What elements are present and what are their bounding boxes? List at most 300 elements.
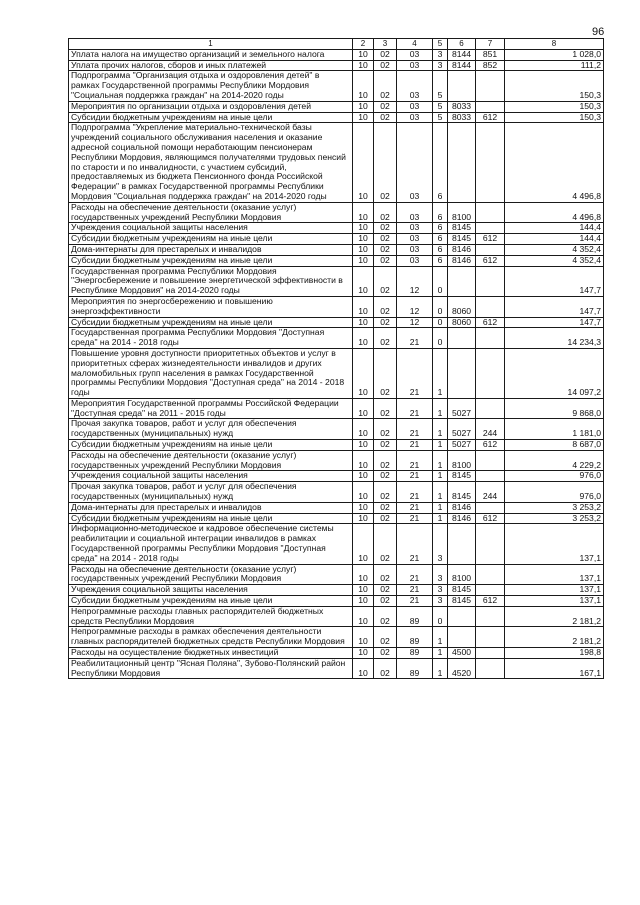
table-row: [69, 60, 604, 71]
amount-cell: 137,1: [505, 596, 604, 607]
code-cell: 03: [397, 101, 433, 112]
code-cell: 8146: [448, 255, 476, 266]
code-cell: 0: [433, 317, 448, 328]
code-cell: 3: [433, 596, 448, 607]
code-cell: [448, 328, 476, 349]
code-cell: 6: [433, 255, 448, 266]
code-cell: 03: [397, 234, 433, 245]
code-cell: 1: [433, 658, 448, 679]
table-row: [69, 502, 604, 513]
code-cell: [476, 450, 505, 471]
code-cell: [476, 123, 505, 202]
table-row: [69, 123, 604, 202]
code-cell: [476, 296, 505, 317]
code-cell: 3: [433, 585, 448, 596]
code-cell: [476, 348, 505, 398]
code-cell: 10: [353, 123, 374, 202]
header-row: [69, 39, 604, 50]
header-cell: 7: [476, 39, 505, 50]
code-cell: 612: [476, 440, 505, 451]
code-cell: 5027: [448, 419, 476, 440]
amount-cell: 167,1: [505, 658, 604, 679]
code-cell: 02: [374, 524, 397, 564]
table-row: [69, 440, 604, 451]
code-cell: 02: [374, 317, 397, 328]
table-row: [69, 627, 604, 648]
amount-cell: 147,7: [505, 296, 604, 317]
amount-cell: 150,3: [505, 112, 604, 123]
code-cell: 8100: [448, 564, 476, 585]
amount-cell: 9 868,0: [505, 398, 604, 419]
amount-cell: 3 253,2: [505, 502, 604, 513]
amount-cell: 150,3: [505, 101, 604, 112]
header-cell: 5: [433, 39, 448, 50]
row-name-cell: Мероприятия Государственной программы Российской Федерации "Доступная среда" на 2011 - 2015 годы: [69, 398, 353, 419]
row-name-cell: Субсидии бюджетным учреждениям на иные цели: [69, 234, 353, 245]
code-cell: [448, 123, 476, 202]
code-cell: 1: [433, 502, 448, 513]
row-name-cell: Уплата налога на имущество организаций и земельного налога: [69, 49, 353, 60]
code-cell: 02: [374, 244, 397, 255]
code-cell: 10: [353, 513, 374, 524]
header-cell: 3: [374, 39, 397, 50]
code-cell: [476, 398, 505, 419]
code-cell: 8145: [448, 234, 476, 245]
code-cell: 612: [476, 112, 505, 123]
code-cell: 10: [353, 244, 374, 255]
code-cell: 6: [433, 123, 448, 202]
code-cell: 02: [374, 223, 397, 234]
code-cell: 02: [374, 513, 397, 524]
code-cell: 10: [353, 348, 374, 398]
code-cell: 0: [433, 606, 448, 627]
code-cell: 10: [353, 296, 374, 317]
code-cell: 02: [374, 49, 397, 60]
code-cell: 612: [476, 234, 505, 245]
code-cell: 5027: [448, 440, 476, 451]
code-cell: 1: [433, 482, 448, 503]
code-cell: 10: [353, 419, 374, 440]
code-cell: 10: [353, 101, 374, 112]
row-name-cell: Расходы на обеспечение деятельности (оказание услуг) государственных учреждений Республики Мордовия: [69, 564, 353, 585]
amount-cell: 1 028,0: [505, 49, 604, 60]
code-cell: 4500: [448, 648, 476, 659]
row-name-cell: Субсидии бюджетным учреждениям на иные цели: [69, 440, 353, 451]
code-cell: 612: [476, 317, 505, 328]
code-cell: [476, 101, 505, 112]
code-cell: 21: [397, 524, 433, 564]
table-row: [69, 596, 604, 607]
code-cell: 8145: [448, 471, 476, 482]
table-row: [69, 71, 604, 101]
table-row: [69, 658, 604, 679]
table-row: [69, 328, 604, 349]
code-cell: [476, 223, 505, 234]
code-cell: 1: [433, 627, 448, 648]
table-row: [69, 450, 604, 471]
row-name-cell: Государственная программа Республики Мордовия "Доступная среда" на 2014 - 2018 годы: [69, 328, 353, 349]
code-cell: 0: [433, 296, 448, 317]
code-cell: 21: [397, 440, 433, 451]
amount-cell: 137,1: [505, 524, 604, 564]
code-cell: 8033: [448, 112, 476, 123]
code-cell: [448, 348, 476, 398]
code-cell: [476, 627, 505, 648]
code-cell: 6: [433, 244, 448, 255]
table-row: [69, 296, 604, 317]
code-cell: 21: [397, 471, 433, 482]
code-cell: [448, 266, 476, 296]
code-cell: 10: [353, 255, 374, 266]
code-cell: 10: [353, 71, 374, 101]
table-row: [69, 49, 604, 60]
row-name-cell: Учреждения социальной защиты населения: [69, 471, 353, 482]
code-cell: 02: [374, 328, 397, 349]
row-name-cell: Информационно-методическое и кадровое обеспечение системы реабилитации и социальной интеграции инвалидов в рамках Государственной программы Республики Мордовия "Доступная среда" на 2014 - 2018 годы: [69, 524, 353, 564]
header-cell: 6: [448, 39, 476, 50]
code-cell: 10: [353, 49, 374, 60]
amount-cell: 137,1: [505, 585, 604, 596]
amount-cell: 147,7: [505, 317, 604, 328]
code-cell: 02: [374, 471, 397, 482]
code-cell: 10: [353, 202, 374, 223]
row-name-cell: Учреждения социальной защиты населения: [69, 223, 353, 234]
code-cell: 21: [397, 419, 433, 440]
row-name-cell: Подпрограмма "Укрепление материально-технической базы учреждений социального обслуживания населения и оказание адресной социальной помощи неработающим пенсионерам Республики Мордовия, являющимся получателями трудовых пенсий по старости и по инвалидности, с участием субсидий, предоставляемых из бюджета Пенсионного фонда Российской Федерации" в рамках Государственной программы Республики Мордовия "Социальная поддержка граждан" на 2014-2020 годы: [69, 123, 353, 202]
code-cell: 10: [353, 317, 374, 328]
amount-cell: 2 181,2: [505, 627, 604, 648]
row-name-cell: Реабилитационный центр "Ясная Поляна", Зубово-Полянский район Республики Мордовия: [69, 658, 353, 679]
row-name-cell: Субсидии бюджетным учреждениям на иные цели: [69, 513, 353, 524]
code-cell: 02: [374, 123, 397, 202]
code-cell: 02: [374, 482, 397, 503]
table-row: [69, 223, 604, 234]
row-name-cell: Непрограммные расходы главных распорядителей бюджетных средств Республики Мордовия: [69, 606, 353, 627]
code-cell: 02: [374, 419, 397, 440]
code-cell: 8144: [448, 60, 476, 71]
budget-table: [68, 38, 604, 679]
code-cell: 02: [374, 658, 397, 679]
amount-cell: 4 352,4: [505, 244, 604, 255]
code-cell: 8146: [448, 513, 476, 524]
code-cell: [476, 202, 505, 223]
header-cell: 4: [397, 39, 433, 50]
amount-cell: 144,4: [505, 223, 604, 234]
table-row: [69, 606, 604, 627]
row-name-cell: Мероприятия по организации отдыха и оздоровления детей: [69, 101, 353, 112]
code-cell: 02: [374, 648, 397, 659]
code-cell: 02: [374, 234, 397, 245]
code-cell: 89: [397, 658, 433, 679]
code-cell: 03: [397, 202, 433, 223]
amount-cell: 4 496,8: [505, 123, 604, 202]
code-cell: 21: [397, 450, 433, 471]
code-cell: [448, 606, 476, 627]
amount-cell: 147,7: [505, 266, 604, 296]
code-cell: 12: [397, 317, 433, 328]
code-cell: 4520: [448, 658, 476, 679]
code-cell: 5: [433, 71, 448, 101]
code-cell: 02: [374, 585, 397, 596]
code-cell: 03: [397, 255, 433, 266]
code-cell: 244: [476, 482, 505, 503]
code-cell: 02: [374, 564, 397, 585]
table-row: [69, 471, 604, 482]
table-row: [69, 348, 604, 398]
row-name-cell: Субсидии бюджетным учреждениям на иные цели: [69, 317, 353, 328]
code-cell: 03: [397, 123, 433, 202]
row-name-cell: Прочая закупка товаров, работ и услуг для обеспечения государственных (муниципальных) нужд: [69, 419, 353, 440]
code-cell: 21: [397, 502, 433, 513]
table-row: [69, 585, 604, 596]
code-cell: 10: [353, 482, 374, 503]
row-name-cell: Субсидии бюджетным учреждениям на иные цели: [69, 255, 353, 266]
table-row: [69, 317, 604, 328]
code-cell: 21: [397, 398, 433, 419]
row-name-cell: Повышение уровня доступности приоритетных объектов и услуг в приоритетных сферах жизнедеятельности инвалидов и других маломобильных групп населения в рамках Государственной программы Республики Мордовия "Доступная среда" на 2014 - 2018 годы: [69, 348, 353, 398]
code-cell: 21: [397, 564, 433, 585]
table-row: [69, 419, 604, 440]
code-cell: 21: [397, 585, 433, 596]
code-cell: 3: [433, 60, 448, 71]
code-cell: 8100: [448, 202, 476, 223]
code-cell: [476, 564, 505, 585]
code-cell: 10: [353, 328, 374, 349]
amount-cell: 150,3: [505, 71, 604, 101]
code-cell: [476, 585, 505, 596]
code-cell: 8146: [448, 502, 476, 513]
code-cell: 02: [374, 266, 397, 296]
code-cell: 10: [353, 564, 374, 585]
code-cell: 10: [353, 658, 374, 679]
code-cell: 02: [374, 398, 397, 419]
code-cell: 12: [397, 296, 433, 317]
row-name-cell: Непрограммные расходы в рамках обеспечения деятельности главных распорядителей бюджетных средств Республики Мордовия: [69, 627, 353, 648]
code-cell: 1: [433, 440, 448, 451]
code-cell: 03: [397, 71, 433, 101]
code-cell: 8145: [448, 585, 476, 596]
row-name-cell: Расходы на осуществление бюджетных инвестиций: [69, 648, 353, 659]
code-cell: 612: [476, 596, 505, 607]
code-cell: 10: [353, 398, 374, 419]
code-cell: 10: [353, 234, 374, 245]
table-row: [69, 202, 604, 223]
row-name-cell: Прочая закупка товаров, работ и услуг для обеспечения государственных (муниципальных) нужд: [69, 482, 353, 503]
code-cell: 5: [433, 112, 448, 123]
code-cell: 0: [433, 328, 448, 349]
code-cell: 02: [374, 348, 397, 398]
code-cell: 02: [374, 596, 397, 607]
row-name-cell: Субсидии бюджетным учреждениям на иные цели: [69, 596, 353, 607]
code-cell: 1: [433, 513, 448, 524]
table-row: [69, 398, 604, 419]
amount-cell: 1 181,0: [505, 419, 604, 440]
code-cell: 03: [397, 60, 433, 71]
code-cell: 1: [433, 348, 448, 398]
table-row: [69, 564, 604, 585]
code-cell: 21: [397, 328, 433, 349]
code-cell: 02: [374, 101, 397, 112]
amount-cell: 14 234,3: [505, 328, 604, 349]
table-row: [69, 513, 604, 524]
amount-cell: 976,0: [505, 471, 604, 482]
code-cell: 10: [353, 60, 374, 71]
code-cell: 10: [353, 450, 374, 471]
code-cell: 10: [353, 223, 374, 234]
code-cell: 852: [476, 60, 505, 71]
header-cell: 2: [353, 39, 374, 50]
code-cell: 21: [397, 482, 433, 503]
code-cell: 3: [433, 564, 448, 585]
table-row: [69, 648, 604, 659]
amount-cell: 2 181,2: [505, 606, 604, 627]
code-cell: 02: [374, 202, 397, 223]
code-cell: [476, 328, 505, 349]
code-cell: 612: [476, 513, 505, 524]
table-row: [69, 266, 604, 296]
code-cell: [476, 606, 505, 627]
code-cell: [476, 71, 505, 101]
code-cell: 21: [397, 596, 433, 607]
row-name-cell: Дома-интернаты для престарелых и инвалидов: [69, 244, 353, 255]
code-cell: [476, 471, 505, 482]
code-cell: 03: [397, 223, 433, 234]
header-cell: 1: [69, 39, 353, 50]
code-cell: 8145: [448, 482, 476, 503]
table-row: [69, 482, 604, 503]
code-cell: 10: [353, 524, 374, 564]
code-cell: 8145: [448, 223, 476, 234]
row-name-cell: Дома-интернаты для престарелых и инвалидов: [69, 502, 353, 513]
code-cell: 1: [433, 398, 448, 419]
amount-cell: 8 687,0: [505, 440, 604, 451]
code-cell: 3: [433, 524, 448, 564]
row-name-cell: Уплата прочих налогов, сборов и иных платежей: [69, 60, 353, 71]
table-row: [69, 524, 604, 564]
code-cell: 10: [353, 112, 374, 123]
code-cell: 10: [353, 585, 374, 596]
code-cell: 02: [374, 440, 397, 451]
code-cell: 10: [353, 648, 374, 659]
code-cell: 8033: [448, 101, 476, 112]
code-cell: [476, 266, 505, 296]
code-cell: 5027: [448, 398, 476, 419]
code-cell: [476, 648, 505, 659]
code-cell: 03: [397, 112, 433, 123]
code-cell: 8060: [448, 296, 476, 317]
code-cell: [448, 627, 476, 648]
code-cell: 1: [433, 450, 448, 471]
code-cell: [476, 524, 505, 564]
table-row: [69, 244, 604, 255]
code-cell: [448, 71, 476, 101]
table-row: [69, 101, 604, 112]
row-name-cell: Учреждения социальной защиты населения: [69, 585, 353, 596]
code-cell: 02: [374, 502, 397, 513]
code-cell: 10: [353, 502, 374, 513]
code-cell: 02: [374, 296, 397, 317]
code-cell: [476, 502, 505, 513]
table-row: [69, 255, 604, 266]
row-name-cell: Субсидии бюджетным учреждениям на иные цели: [69, 112, 353, 123]
code-cell: 8100: [448, 450, 476, 471]
code-cell: 851: [476, 49, 505, 60]
row-name-cell: Государственная программа Республики Мордовия "Энергосбережение и повышение энергетической эффективности в Республике Мордовия" на 2014-2020 годы: [69, 266, 353, 296]
code-cell: 1: [433, 471, 448, 482]
code-cell: 89: [397, 606, 433, 627]
code-cell: [448, 524, 476, 564]
amount-cell: 4 496,8: [505, 202, 604, 223]
amount-cell: 137,1: [505, 564, 604, 585]
code-cell: 89: [397, 648, 433, 659]
header-cell: 8: [505, 39, 604, 50]
code-cell: 244: [476, 419, 505, 440]
row-name-cell: Подпрограмма "Организация отдыха и оздоровления детей" в рамках Государственной программы Республики Мордовия "Социальная поддержка граждан" на 2014-2020 годы: [69, 71, 353, 101]
amount-cell: 4 229,2: [505, 450, 604, 471]
code-cell: 02: [374, 255, 397, 266]
amount-cell: 198,8: [505, 648, 604, 659]
code-cell: [476, 658, 505, 679]
code-cell: 10: [353, 266, 374, 296]
code-cell: 10: [353, 627, 374, 648]
code-cell: 1: [433, 419, 448, 440]
code-cell: 8144: [448, 49, 476, 60]
code-cell: 8145: [448, 596, 476, 607]
amount-cell: 111,2: [505, 60, 604, 71]
amount-cell: 14 097,2: [505, 348, 604, 398]
code-cell: 6: [433, 202, 448, 223]
code-cell: 3: [433, 49, 448, 60]
page-number: 96: [592, 26, 605, 38]
code-cell: 02: [374, 606, 397, 627]
code-cell: 02: [374, 71, 397, 101]
code-cell: 12: [397, 266, 433, 296]
code-cell: 612: [476, 255, 505, 266]
code-cell: 8060: [448, 317, 476, 328]
amount-cell: 4 352,4: [505, 255, 604, 266]
code-cell: 1: [433, 648, 448, 659]
code-cell: 8146: [448, 244, 476, 255]
code-cell: 03: [397, 49, 433, 60]
code-cell: 5: [433, 101, 448, 112]
code-cell: 02: [374, 112, 397, 123]
code-cell: 89: [397, 627, 433, 648]
table-body: [69, 49, 604, 679]
code-cell: 10: [353, 440, 374, 451]
row-name-cell: Расходы на обеспечение деятельности (оказание услуг) государственных учреждений Республики Мордовия: [69, 202, 353, 223]
code-cell: 10: [353, 471, 374, 482]
row-name-cell: Мероприятия по энергосбережению и повышению энергоэффективности: [69, 296, 353, 317]
code-cell: 6: [433, 223, 448, 234]
code-cell: 03: [397, 244, 433, 255]
code-cell: 21: [397, 513, 433, 524]
code-cell: 0: [433, 266, 448, 296]
code-cell: 10: [353, 596, 374, 607]
code-cell: [476, 244, 505, 255]
amount-cell: 976,0: [505, 482, 604, 503]
code-cell: 02: [374, 450, 397, 471]
amount-cell: 3 253,2: [505, 513, 604, 524]
amount-cell: 144,4: [505, 234, 604, 245]
row-name-cell: Расходы на обеспечение деятельности (оказание услуг) государственных учреждений Республики Мордовия: [69, 450, 353, 471]
code-cell: 6: [433, 234, 448, 245]
table-row: [69, 112, 604, 123]
code-cell: 02: [374, 627, 397, 648]
code-cell: 21: [397, 348, 433, 398]
table-row: [69, 234, 604, 245]
code-cell: 10: [353, 606, 374, 627]
code-cell: 02: [374, 60, 397, 71]
